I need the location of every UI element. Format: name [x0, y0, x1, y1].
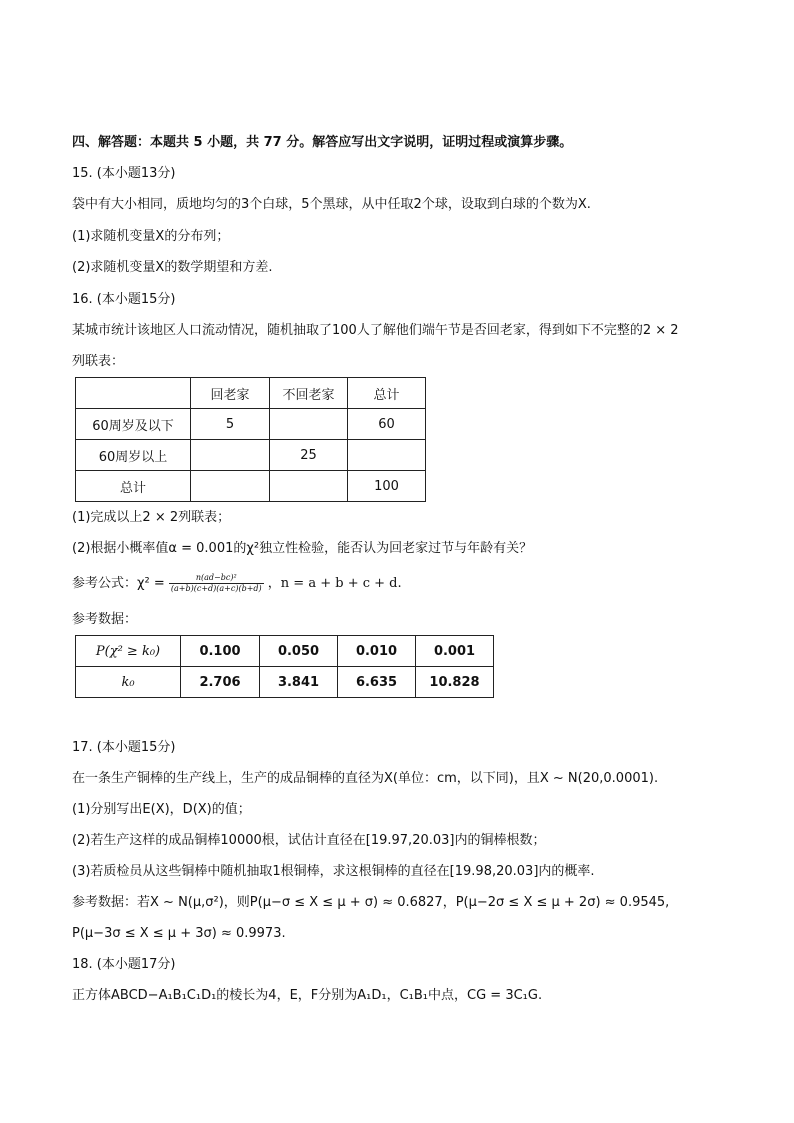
formula-fraction [169, 573, 264, 594]
table-header: 回老家 [191, 378, 270, 409]
q17-part3: (3)若质检员从这些铜棒中随机抽取1根铜棒，求这根铜棒的直径在[19.98,20.03]内的概率. [72, 864, 595, 879]
table-cell: 0.050 [260, 636, 338, 667]
formula-label: 参考公式：χ² = [72, 576, 165, 591]
table-cell: 5 [191, 409, 270, 440]
table-cell [270, 409, 348, 440]
table-cell: 25 [270, 440, 348, 471]
table-row-label: 60周岁以上 [76, 440, 191, 471]
q17-part2: (2)若生产这样的成品铜棒10000根，试估计直径在[19.97,20.03]内的铜棒根数； [72, 833, 546, 848]
q16-formula [72, 572, 402, 596]
q16-part2: (2)根据小概率值α = 0.001的χ²独立性检验，能否认为回老家过节与年龄有关？ [72, 541, 533, 556]
q17-ref-line1: 参考数据：若X ~ N(μ,σ²)，则P(μ−σ ≤ X ≤ μ + σ) ≈ 0.6827，P(μ−2σ ≤ X ≤ μ + 2σ) ≈ 0.9545, [72, 895, 670, 910]
table-cell: 3.841 [260, 667, 338, 698]
table-header: 不回老家 [270, 378, 348, 409]
q15-stem: 袋中有大小相同，质地均匀的3个白球，5个黑球，从中任取2个球，设取到白球的个数为X. [72, 197, 591, 212]
table-cell: 6.635 [338, 667, 416, 698]
q16-stem-line1: 某城市统计该地区人口流动情况，随机抽取了100人了解他们端午节是否回老家，得到如下不完整的2 × 2 [72, 323, 679, 338]
q15-part2: (2)求随机变量X的数学期望和方差. [72, 260, 273, 275]
q17-stem: 在一条生产铜棒的生产线上，生产的成品铜棒的直径为X(单位：cm，以下同)，且X ~ N(20,0.0001). [72, 771, 659, 786]
table-header: 总计 [348, 378, 426, 409]
q17-ref-line2: P(μ−3σ ≤ X ≤ μ + 3σ) ≈ 0.9973. [72, 926, 286, 941]
table-cell [76, 378, 191, 409]
formula-numerator: n(ad−bc)² [195, 573, 237, 582]
table-cell: 0.001 [416, 636, 494, 667]
table-cell: 0.100 [181, 636, 260, 667]
table-row-label: 60周岁及以下 [76, 409, 191, 440]
formula-tail: ，n = a + b + c + d. [267, 576, 402, 591]
table-row-label: P(χ² ≥ k₀) [76, 636, 181, 667]
table-cell: 100 [348, 471, 426, 502]
table-row-label: k₀ [76, 667, 181, 698]
section-header: 四、解答题：本题共 5 小题，共 77 分。解答应写出文字说明，证明过程或演算步骤。 [72, 135, 573, 150]
q16-title: 16. (本小题15分) [72, 292, 176, 307]
table-cell [191, 440, 270, 471]
q16-stem-line2: 列联表： [72, 354, 125, 369]
table-cell [348, 440, 426, 471]
q15-part1: (1)求随机变量X的分布列； [72, 229, 230, 244]
q18-stem: 正方体ABCD−A₁B₁C₁D₁的棱长为4，E，F分别为A₁D₁，C₁B₁中点，CG = 3C₁G. [72, 988, 543, 1003]
q16-ref-data-label: 参考数据： [72, 612, 138, 627]
q15-title: 15. (本小题13分) [72, 166, 176, 181]
table-cell [191, 471, 270, 502]
table-cell: 0.010 [338, 636, 416, 667]
table-cell [270, 471, 348, 502]
contingency-table [75, 377, 426, 502]
critical-value-table [75, 635, 494, 698]
table-row-label: 总计 [76, 471, 191, 502]
table-cell: 2.706 [181, 667, 260, 698]
q18-title: 18. (本小题17分) [72, 957, 176, 972]
q16-part1: (1)完成以上2 × 2列联表； [72, 510, 231, 525]
formula-denominator: (a+b)(c+d)(a+c)(b+d) [170, 584, 262, 593]
table-cell: 60 [348, 409, 426, 440]
q17-title: 17. (本小题15分) [72, 740, 176, 755]
q17-part1: (1)分别写出E(X)，D(X)的值； [72, 802, 251, 817]
table-cell: 10.828 [416, 667, 494, 698]
